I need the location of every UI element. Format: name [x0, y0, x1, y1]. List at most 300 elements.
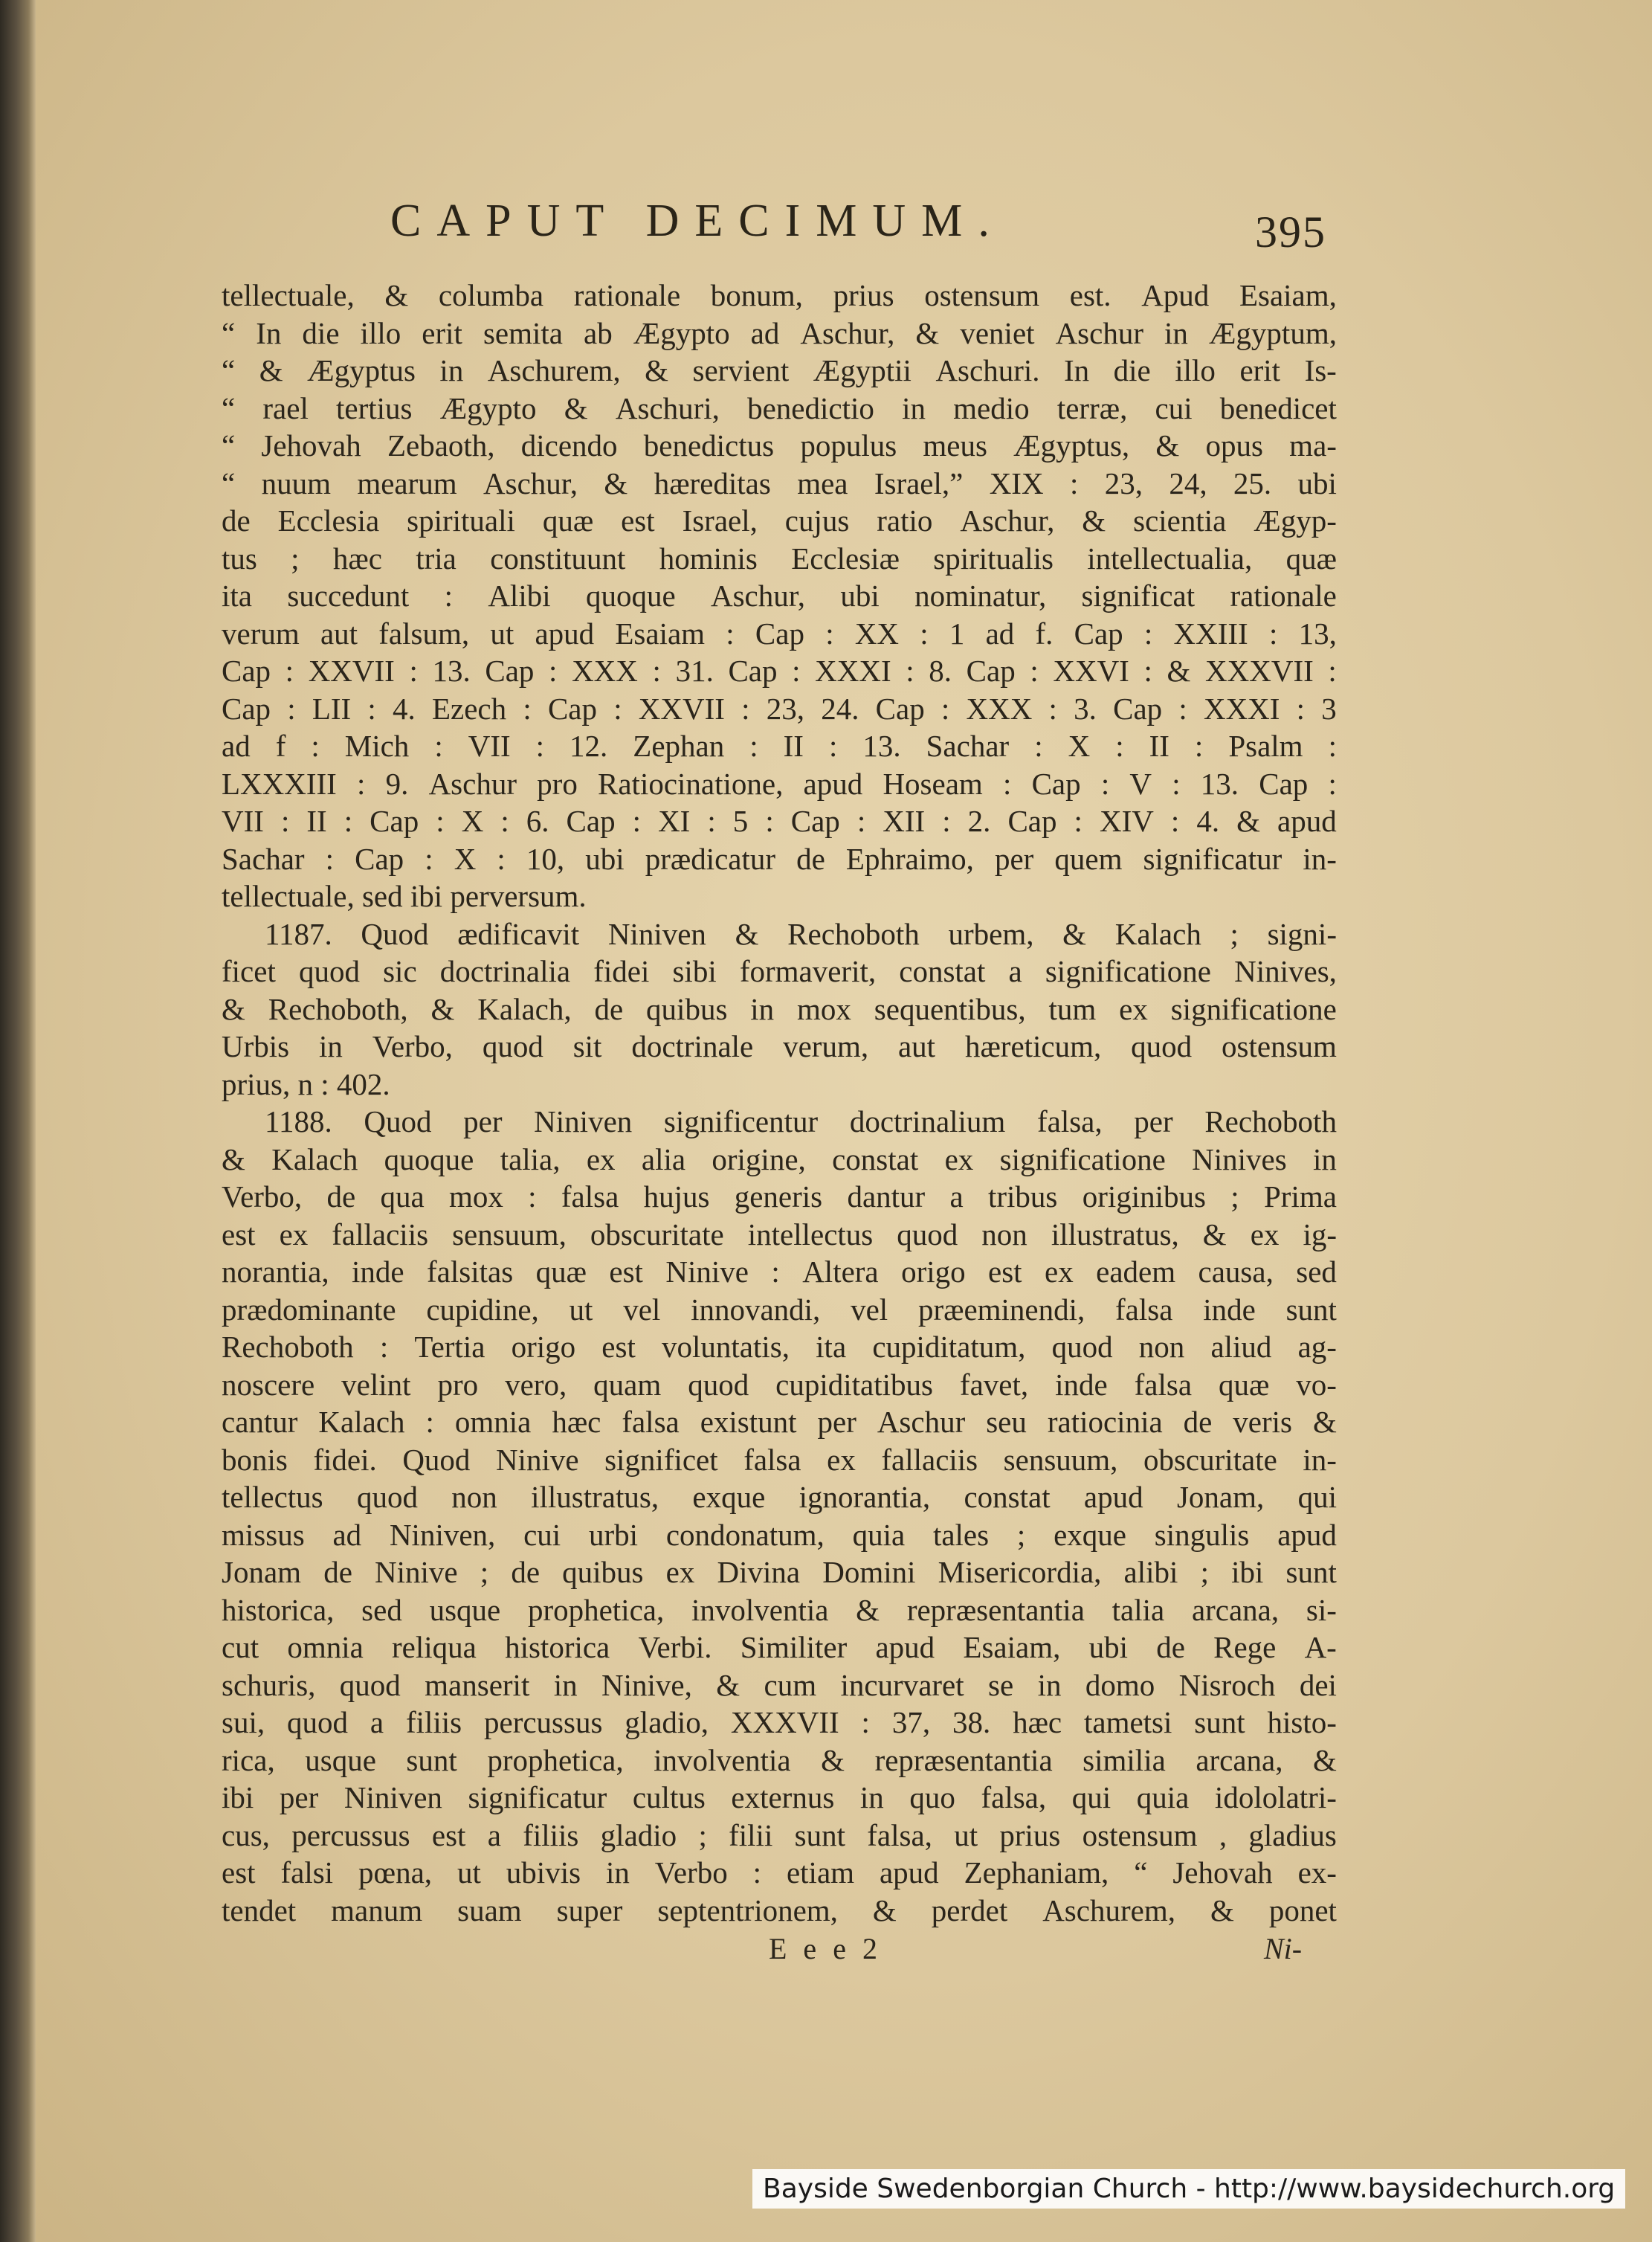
word: Zebaoth, [387, 428, 495, 463]
word: se [988, 1667, 1014, 1702]
word: existunt [700, 1405, 797, 1439]
word: cantur [222, 1405, 298, 1439]
word: tria [416, 541, 456, 576]
word: 24. [821, 691, 859, 726]
word: & [1155, 428, 1180, 463]
word: sensuum, [452, 1217, 567, 1252]
word: 23, [1104, 466, 1143, 500]
word: falsa, [981, 1780, 1047, 1814]
word: cui [523, 1517, 561, 1552]
word: ita [222, 579, 252, 613]
catchword: Ni- [1264, 1932, 1303, 1965]
word: Cap [790, 804, 840, 838]
word: 4. [1196, 804, 1220, 838]
word: de [1156, 1630, 1185, 1664]
word: percussus [484, 1705, 603, 1739]
word: in- [1303, 841, 1337, 876]
text-line [222, 727, 1337, 765]
word: origo [901, 1254, 966, 1289]
text-line [222, 1403, 1337, 1441]
word: & [1167, 654, 1191, 688]
word: 2. [967, 804, 991, 838]
text-line [222, 1028, 1337, 1066]
word: Aschuri. [935, 353, 1040, 387]
text-line [222, 652, 1337, 690]
word: tus [222, 541, 257, 576]
word: : [726, 616, 735, 651]
word: prophetica, [527, 1592, 665, 1627]
word: est [222, 1855, 256, 1890]
word: vero, [505, 1367, 567, 1402]
word: intellectus [747, 1217, 874, 1252]
word: ita [816, 1330, 847, 1364]
page-number: 395 [1255, 207, 1326, 257]
word: Kalach [318, 1405, 405, 1439]
word: veris [1233, 1405, 1292, 1439]
word: rael [262, 390, 309, 425]
word: cut [222, 1630, 259, 1664]
word: in [1312, 1141, 1337, 1176]
word: omnia [287, 1630, 364, 1664]
text-line [222, 765, 1337, 803]
word: 13. [1200, 766, 1239, 801]
text-line [222, 1291, 1337, 1329]
word: domo [1085, 1667, 1155, 1702]
word: XII [883, 804, 926, 838]
text-line [222, 277, 1337, 315]
word: : [436, 804, 445, 838]
word: : [367, 691, 376, 726]
word: ex- [1297, 1855, 1337, 1890]
word: quæ [1285, 541, 1337, 576]
word: Cap [1259, 766, 1309, 801]
word: arcana, [1196, 1742, 1283, 1777]
word: ex [1119, 991, 1148, 1026]
text-line [222, 1103, 1337, 1141]
word: etiam [786, 1855, 855, 1890]
word: columba [438, 278, 544, 312]
text-line [222, 427, 1337, 465]
word: significatione [1045, 954, 1212, 988]
word: X [1068, 729, 1091, 763]
word: mox [448, 1179, 503, 1214]
word: & [821, 1742, 845, 1777]
word: Ezech [431, 691, 507, 726]
word: Ecclesiæ [791, 541, 900, 576]
word: Aschur [428, 766, 517, 801]
word: & [872, 1893, 897, 1927]
word: 1187. [265, 916, 332, 951]
word: ratio [877, 503, 933, 538]
word: servient [692, 353, 790, 387]
text-line [222, 1178, 1337, 1216]
word: aliud [1210, 1330, 1272, 1364]
word: pro [537, 766, 578, 801]
word: Rechoboth [787, 916, 920, 951]
word: : [1143, 616, 1153, 651]
word: spirituali [407, 503, 515, 538]
word: Tertia [414, 1330, 485, 1364]
word: hujus [643, 1179, 710, 1214]
word: : [1030, 654, 1039, 688]
word: XXVI [1053, 654, 1129, 688]
text-line [222, 840, 1337, 878]
word: XXIII [1173, 616, 1248, 651]
signature-mark: E e e 2 [769, 1932, 882, 1965]
word: Misericordia, [938, 1555, 1102, 1589]
word: de [323, 1555, 352, 1589]
word: Ægyptus [307, 353, 416, 387]
word: tametsi [1083, 1705, 1172, 1739]
word: die [1113, 353, 1151, 387]
word: ubi [1297, 466, 1337, 500]
word: voluntatis, [662, 1330, 790, 1364]
word: In [1064, 353, 1090, 387]
word: XXVII [638, 691, 725, 726]
word: Aschur, [800, 315, 895, 350]
word: Israel,” [874, 466, 964, 500]
word: est [222, 1217, 256, 1252]
word: XX [854, 616, 900, 651]
word: pœna, [358, 1855, 433, 1890]
word: quoque [384, 1141, 474, 1176]
word: Rege [1213, 1630, 1277, 1664]
word: benedictio [747, 390, 874, 425]
word: & [645, 353, 668, 387]
watermark-caption: Bayside Swedenborgian Church - http://www.baysidechurch.org [752, 2169, 1625, 2209]
word: ostensum [1222, 1029, 1337, 1063]
word: de [796, 841, 825, 876]
word: : [549, 654, 558, 688]
word: per [994, 841, 1034, 876]
word: quod [286, 1705, 348, 1739]
text-line [222, 953, 1337, 990]
word: illustratus, [1051, 1217, 1179, 1252]
word: & [1210, 1893, 1234, 1927]
text-line [222, 1629, 1337, 1666]
word: & [259, 353, 283, 387]
word: ab [584, 315, 613, 350]
word: manum [331, 1893, 423, 1927]
word: : [285, 654, 294, 688]
word: Cap [966, 654, 1016, 688]
word: omnia [454, 1405, 532, 1439]
word: vel [623, 1292, 661, 1327]
word: Esaiam, [963, 1630, 1061, 1664]
word: Zephan [633, 729, 725, 763]
word: quod [897, 1217, 958, 1252]
word: per [1134, 1104, 1173, 1138]
word: : [1194, 729, 1204, 763]
word: incurvaret [840, 1667, 964, 1702]
word: Cap [222, 654, 271, 688]
word: obscuritate [1143, 1442, 1277, 1477]
word: : [357, 766, 366, 801]
word: Aschur [877, 1405, 966, 1439]
word: 24, [1169, 466, 1207, 500]
word: Niniven [343, 1780, 442, 1814]
word: urbi [588, 1517, 639, 1552]
word: Prima [1263, 1179, 1337, 1214]
word: Kalach, [477, 991, 572, 1026]
word: spiritualis [933, 541, 1054, 576]
word: II [1149, 729, 1169, 763]
word: missus [222, 1517, 305, 1552]
word: Quod [364, 1104, 432, 1138]
word: 9. [385, 766, 409, 801]
word: 10, [526, 841, 565, 876]
word: Verbo, [222, 1179, 303, 1214]
word: : [379, 1330, 389, 1364]
word: ; [698, 1817, 707, 1852]
word: significatur [468, 1780, 607, 1814]
word: falsa [561, 1179, 619, 1214]
word: X [454, 841, 477, 876]
word: & [915, 315, 940, 350]
word: talia [1111, 1592, 1165, 1627]
word: Sachar [222, 841, 305, 876]
word: cui [1155, 390, 1193, 425]
word: historica [505, 1630, 610, 1664]
word: est. [1069, 278, 1111, 312]
word: gladius [1248, 1817, 1337, 1852]
word: : [1100, 766, 1110, 801]
word: ag- [1297, 1330, 1337, 1364]
word: sunt [406, 1742, 457, 1777]
word: alia [641, 1141, 686, 1176]
word: dantur [847, 1179, 926, 1214]
word: illustratus, [531, 1480, 659, 1514]
word: filiis [405, 1705, 462, 1739]
word: & [604, 466, 628, 500]
word: ut [954, 1817, 978, 1852]
word: favet, [959, 1367, 1029, 1402]
word: Ninive [375, 1555, 458, 1589]
word: Apud [1141, 278, 1210, 312]
word: aut [320, 616, 358, 651]
word: 31. [675, 654, 714, 688]
word: Niniven [607, 916, 706, 951]
word: ficet [222, 954, 276, 988]
word: Cap [1074, 616, 1123, 651]
word: semita [483, 315, 563, 350]
word: externus [731, 1780, 835, 1814]
word: non [981, 1217, 1027, 1252]
word: arcana, [1191, 1592, 1280, 1627]
word: norantia, [222, 1254, 329, 1289]
book-spine-edge [0, 0, 36, 2242]
word: sibi [672, 954, 717, 988]
word: filiis [523, 1817, 579, 1852]
word: Esaiam, [1239, 278, 1337, 312]
word: de [594, 991, 624, 1026]
word: ratiocinia [1047, 1405, 1163, 1439]
text-line [222, 352, 1337, 390]
word: percussus [291, 1817, 410, 1852]
word: repræsentantia [906, 1592, 1085, 1627]
word: signi- [1267, 916, 1337, 951]
word: ponet [1268, 1893, 1337, 1927]
word: qui [1071, 1780, 1111, 1814]
word: & [1236, 804, 1260, 838]
word: fidei. [313, 1442, 377, 1477]
word: tribus [987, 1179, 1058, 1214]
word: veniet [960, 315, 1035, 350]
word: Verbo [654, 1855, 728, 1890]
text-line [222, 577, 1337, 615]
word: “ [222, 390, 236, 425]
word: Cap [1031, 766, 1081, 801]
word: : [409, 654, 418, 688]
word: f. [1035, 616, 1054, 651]
word: falsa [622, 1405, 680, 1439]
word: sui, [222, 1705, 265, 1739]
word: gladio, [625, 1705, 709, 1739]
word: Ægyptus, [1013, 428, 1130, 463]
word: est [609, 1254, 643, 1289]
word: : [343, 804, 353, 838]
word: ubi [840, 579, 880, 613]
text-line [222, 1553, 1337, 1591]
word: a [949, 1179, 964, 1214]
word: hæreditas [654, 466, 771, 500]
word: Cap [875, 691, 925, 726]
word: XXXVII [1205, 654, 1314, 688]
word: cupidine, [426, 1292, 539, 1327]
word: Cap [370, 804, 419, 838]
word: inde [352, 1254, 404, 1289]
word: falsa, [1036, 1104, 1103, 1138]
word: tales [932, 1517, 990, 1552]
text-line: prius, n : 402. [222, 1066, 390, 1101]
word: II [306, 804, 327, 838]
word: meus [923, 428, 987, 463]
word: Aschur, [483, 466, 578, 500]
word: apud [803, 766, 863, 801]
word: involventia [691, 1592, 829, 1627]
word: Cap [222, 691, 271, 726]
text-line [222, 540, 1337, 578]
word: in [553, 1667, 578, 1702]
word: quoque [585, 579, 676, 613]
word: Ninive [665, 1254, 749, 1289]
word: cum [764, 1667, 817, 1702]
word: ; [1230, 916, 1239, 951]
word: per [463, 1104, 503, 1138]
word: XIX [989, 466, 1044, 500]
text-line [222, 1666, 1337, 1704]
word: in [605, 1855, 630, 1890]
word: prius [999, 1817, 1061, 1852]
word: apud [879, 1855, 939, 1890]
word: mearum [357, 466, 457, 500]
word: : [632, 804, 642, 838]
word: nominatur, [914, 579, 1047, 613]
word: : [287, 691, 296, 726]
word: talia, [500, 1141, 561, 1176]
word: Ninives, [1234, 954, 1337, 988]
word: 1 [949, 616, 965, 651]
word: noscere [222, 1367, 315, 1402]
word: inde [1203, 1292, 1256, 1327]
word: verum, [783, 1029, 869, 1063]
word: Ephraimo, [845, 841, 974, 876]
text-line [222, 690, 1337, 728]
word: tellectuale, [222, 278, 355, 312]
word: sunt [1194, 1705, 1245, 1739]
word: & [564, 390, 588, 425]
word: de [326, 1179, 356, 1214]
word: & [1313, 1742, 1337, 1777]
word: quod [356, 1480, 418, 1514]
word: illo [1175, 353, 1216, 387]
word: generis [734, 1179, 823, 1214]
text-line [222, 1591, 1337, 1629]
word: seu [986, 1405, 1027, 1439]
word: 12. [570, 729, 608, 763]
text-line [222, 390, 1337, 428]
word: aut [897, 1029, 936, 1063]
word: præeminendi, [917, 1292, 1085, 1327]
word: ex [944, 1141, 974, 1176]
text-line [222, 465, 1337, 503]
word: velint [341, 1367, 411, 1402]
word: : [1268, 616, 1278, 651]
word: quo [909, 1780, 955, 1814]
word: in [859, 1780, 884, 1814]
word: II [783, 729, 804, 763]
word: 6. [526, 804, 549, 838]
word: ; [291, 541, 300, 576]
word: non [451, 1480, 497, 1514]
text-line [222, 802, 1337, 840]
word: ; [1230, 1179, 1239, 1214]
word: XXXI [815, 654, 891, 688]
word: dei [1299, 1667, 1337, 1702]
word: & [222, 1141, 245, 1176]
text-line [222, 1779, 1337, 1817]
word: fallaciis [332, 1217, 429, 1252]
word: ubi [585, 841, 625, 876]
word: a [370, 1705, 384, 1739]
word: Ægypto [633, 315, 730, 350]
word: rationale [573, 278, 681, 312]
word: Aschurem, [487, 353, 621, 387]
word: 4. [393, 691, 416, 726]
word: tendet [222, 1893, 297, 1927]
word: qua [380, 1179, 425, 1214]
running-head: CAPUT DECIMUM. [390, 196, 1005, 246]
word: Esaiam [615, 616, 706, 651]
word: & [1312, 1405, 1337, 1439]
word: : [1074, 804, 1082, 838]
word: & [222, 991, 245, 1026]
word: Ægyp- [1253, 503, 1337, 538]
word: , [1219, 1817, 1227, 1852]
word: ut [490, 616, 514, 651]
word: Quod [361, 916, 429, 951]
word: ut [456, 1855, 481, 1890]
word: ad [222, 729, 251, 763]
word: : [280, 804, 290, 838]
word: falsa [743, 1442, 801, 1477]
word: similia [1082, 1742, 1166, 1777]
word: “ [222, 353, 236, 387]
word: ad [332, 1517, 362, 1552]
word: sunt [1285, 1555, 1337, 1589]
text-line [222, 1704, 1337, 1742]
word: ignorantia, [798, 1480, 931, 1514]
